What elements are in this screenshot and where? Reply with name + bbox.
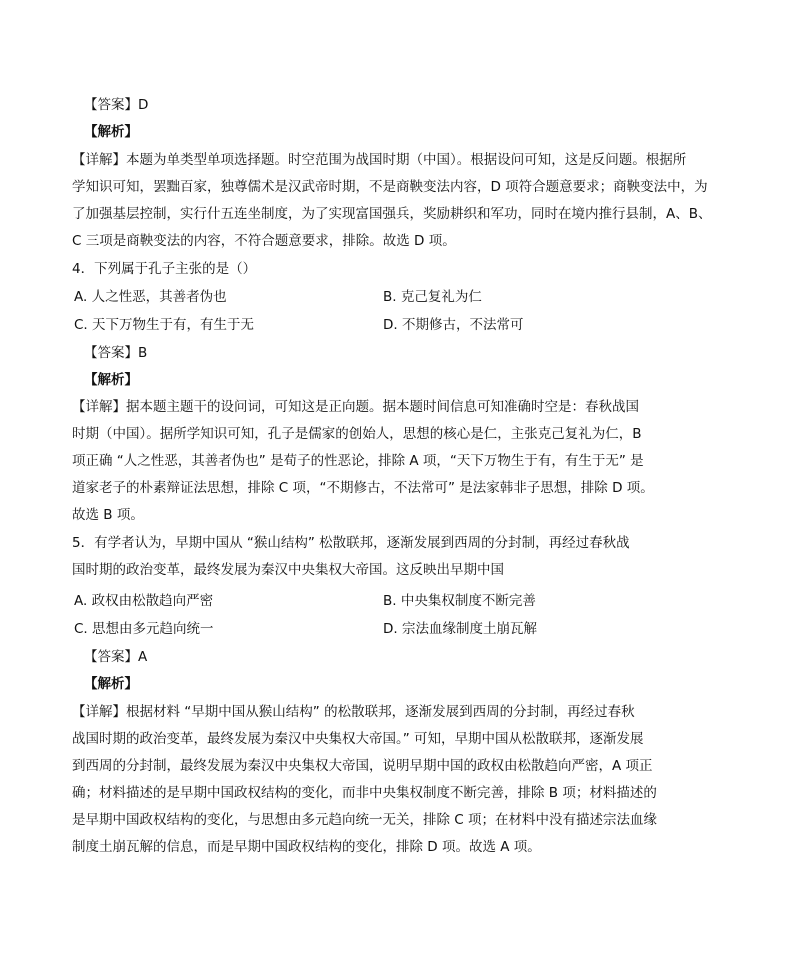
q4-option-a: A. 人之性恶，其善者伪也 [74,289,227,305]
q4-answer: 【答案】B [84,345,148,361]
q3-detail-line-3: 了加强基层控制，实行什五连坐制度，为了实现富国强兵，奖励耕织和军功，同时在境内推行县制，A、B、 [72,206,712,222]
q5-detail-line-3: 到西周的分封制，最终发展为秦汉中央集权大帝国，说明早期中国的政权由松散趋向严密，A 项正 [72,758,653,774]
q5-detail-line-5: 是早期中国政权结构的变化，与思想由多元趋向统一无关，排除 C 项；在材料中没有描述宗法血缘 [72,812,658,828]
q4-detail-line-4: 道家老子的朴素辩证法思想，排除 C 项，“不期修古，不法常可” 是法家韩非子思想，排除 D 项。 [72,480,654,496]
q5-option-b: B. 中央集权制度不断完善 [383,593,536,609]
q4-detail-line-5: 故选 B 项。 [72,507,144,523]
q3-detail-line-1: 【详解】本题为单类型单项选择题。时空范围为战国时期（中国）。根据设问可知，这是反问题。根据所 [72,152,687,168]
q4-detail-line-1: 【详解】据本题主题干的设问词，可知这是正向题。据本题时间信息可知准确时空是：春秋战国 [72,399,639,415]
q4-option-c: C. 天下万物生于有，有生于无 [74,317,255,333]
q5-option-a: A. 政权由松散趋向严密 [74,593,214,609]
q5-option-d: D. 宗法血缘制度土崩瓦解 [383,621,537,637]
q3-detail-line-2: 学知识可知，罢黜百家，独尊儒术是汉武帝时期，不是商鞅变法内容，D 项符合题意要求；商鞅变法中，为 [72,179,708,195]
q4-analysis-label: 【解析】 [84,372,138,388]
q5-detail-line-6: 制度土崩瓦解的信息，而是早期中国政权结构的变化，排除 D 项。故选 A 项。 [72,839,541,855]
q3-analysis-label: 【解析】 [84,124,138,140]
q5-analysis-label: 【解析】 [84,676,138,692]
q4-detail-line-2: 时期（中国）。据所学知识可知，孔子是儒家的创始人，思想的核心是仁，主张克己复礼为仁，B [72,426,642,442]
q5-detail-line-4: 确；材料描述的是早期中国政权结构的变化，而非中央集权制度不断完善，排除 B 项；材料描述的 [72,785,657,801]
q5-detail-line-2: 战国时期的政治变革，最终发展为秦汉中央集权大帝国。” 可知，早期中国从松散联邦，逐渐发展 [72,731,644,747]
q4-stem: 4．下列属于孔子主张的是（） [72,261,257,277]
q3-answer: 【答案】D [84,97,149,113]
q3-detail-line-4: C 三项是商鞅变法的内容，不符合题意要求，排除。故选 D 项。 [72,233,456,249]
q5-stem-line-2: 国时期的政治变革，最终发展为秦汉中央集权大帝国。这反映出早期中国 [72,562,504,578]
q5-option-c: C. 思想由多元趋向统一 [74,621,214,637]
q4-option-d: D. 不期修古，不法常可 [383,317,524,333]
q5-answer: 【答案】A [84,649,148,665]
q5-detail-line-1: 【详解】根据材料 “早期中国从猴山结构” 的松散联邦，逐渐发展到西周的分封制，再经过春秋 [72,704,635,720]
q5-stem-line-1: 5．有学者认为，早期中国从 “猴山结构” 松散联邦，逐渐发展到西周的分封制，再经过春秋战 [72,535,630,551]
q4-detail-line-3: 项正确 “人之性恶，其善者伪也” 是荀子的性恶论，排除 A 项，“天下万物生于有，有生于无” 是 [72,453,644,469]
q4-option-b: B. 克己复礼为仁 [383,289,482,305]
